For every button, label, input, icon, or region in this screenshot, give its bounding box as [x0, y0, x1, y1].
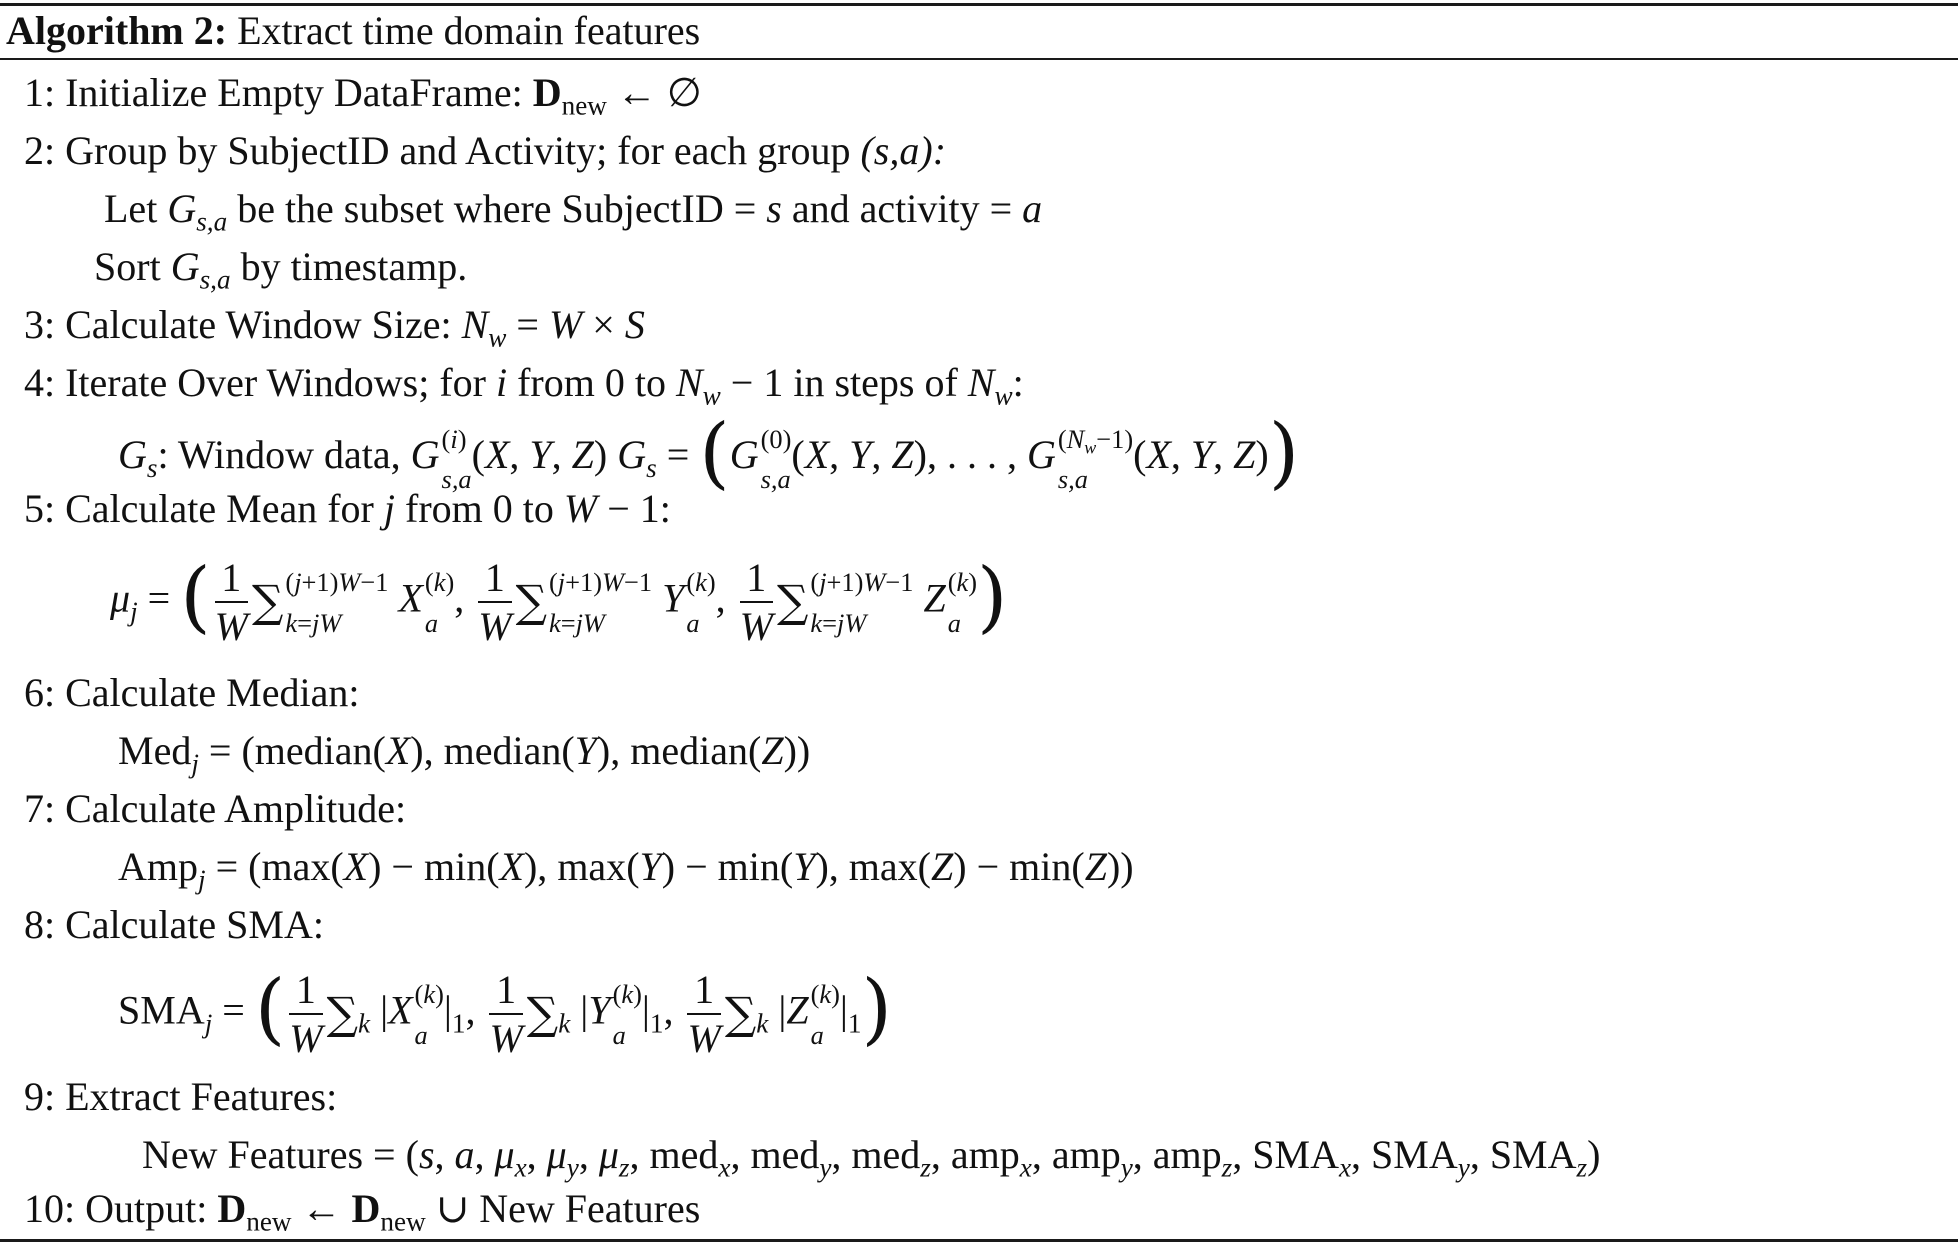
header-rule — [0, 58, 1958, 60]
g-sa: $G_{s,a}$ — [167, 186, 228, 237]
step-10 — [24, 1186, 701, 1237]
window-size-formula: $N_w = W \times S$ — [461, 302, 645, 353]
step-4-text-b: from 0 to — [517, 360, 666, 405]
output-formula: $D_{new}$ ← $D_{new}$ ∪ New Features — [217, 1186, 701, 1237]
step-8 — [24, 902, 324, 948]
window-data-text: Window data, — [177, 432, 401, 478]
sort-word: Sort — [94, 244, 161, 289]
step-8-text: 8: Calculate SMA: — [24, 902, 324, 947]
new-features-formula: New Features = (s, a, $\mu_x$, $\mu_y$, $\mu_z$, med$_x$, med$_y$, med$_z$, amp$_x$, amp$_y$, amp$_z$, $SMA_x$, $SMA_y$, $SMA_z$) — [142, 1132, 1601, 1183]
algorithm-label: Algorithm 2: — [6, 8, 228, 53]
step-4-text-c: in steps of — [793, 360, 958, 405]
step-7-text: 7: Calculate Amplitude: — [24, 786, 407, 831]
amplitude-formula: Amp$_j$ = (max(X) − min(X), max(Y) − min(Y), max(Z) − min(Z)) — [118, 844, 1134, 895]
step-2-text: 2: Group by SubjectID and Activity; for each group — [24, 128, 851, 173]
step-4-text-a: 4: Iterate Over Windows; for — [24, 360, 486, 405]
step-9 — [24, 1074, 337, 1120]
step-4-window-data: $G_s$: Window data, G (i) s,a (X, Y, Z) $G_s = (G$ (0) s,a (X, Y, Z), . . . , G $(N_w-1)$ s,a (X, Y, Z)) — [118, 408, 1300, 498]
step-5: 5: Calculate Mean for j from 0 to W − 1: — [24, 486, 671, 531]
algorithm-title — [6, 8, 700, 54]
step-6 — [24, 670, 359, 716]
algorithm-name: Extract time domain features — [237, 8, 701, 53]
sma-formula: $SMA_j$ = ( $\frac{1}{W}$ $\sum_k$ |X (k) a $|_1$, $\frac{1}{W}$ $\sum_k$ |Y (k) a $|_1$, $\frac{1}{W}$ $\sum_k$ |Z (k) a $|_1$) — [118, 963, 892, 1061]
step-3-text: 3: Calculate Window Size: — [24, 302, 452, 347]
step-2-let: Let $G_{s,a}$ be the subset where SubjectID = s and activity = a — [104, 186, 1043, 237]
let-word: Let — [104, 186, 158, 231]
step-2-sort — [94, 244, 468, 295]
step-5-text-a: 5: Calculate Mean for — [24, 486, 374, 531]
step-5-text-b: from 0 to — [405, 486, 554, 531]
step-2-group: (s,a): — [860, 128, 947, 173]
bottom-rule — [0, 1239, 1958, 1242]
top-rule — [0, 3, 1958, 6]
step-6-text: 6: Calculate Median: — [24, 670, 360, 715]
step-1-formula: $D_{new}$ ← ∅ — [532, 70, 702, 121]
timestamp-text: by timestamp. — [240, 244, 468, 289]
step-7 — [24, 786, 406, 832]
activity-text: and activity = — [791, 186, 1013, 231]
median-formula: Med$_j$ = (median(X), median(Y), median(Z)) — [118, 728, 811, 779]
mean-formula: $\mu_j$ = ( $\frac{1}{W}$ ∑ (j+1)W−1 k=jW X (k) a , $\frac{1}{W}$ ∑ (j+1)W−1 k=jW Y (k) a , $\frac{1}{W}$ ∑ (j+1)W−1 k=jW Z (k) a ) — [110, 551, 1008, 649]
step-1 — [24, 70, 702, 121]
step-10-text: 10: Output: — [24, 1186, 208, 1231]
step-2 — [24, 128, 946, 174]
subset-text: be the subset where SubjectID = — [237, 186, 757, 231]
step-9-text: 9: Extract Features: — [24, 1074, 338, 1119]
step-1-text: 1: Initialize Empty DataFrame: — [24, 70, 523, 115]
g-sa-sort: $G_{s,a}$ — [170, 244, 231, 295]
step-4: 4: Iterate Over Windows; for i from 0 to $N_w - 1$ in steps of $N_w$: — [24, 360, 1024, 411]
step-3 — [24, 302, 645, 353]
